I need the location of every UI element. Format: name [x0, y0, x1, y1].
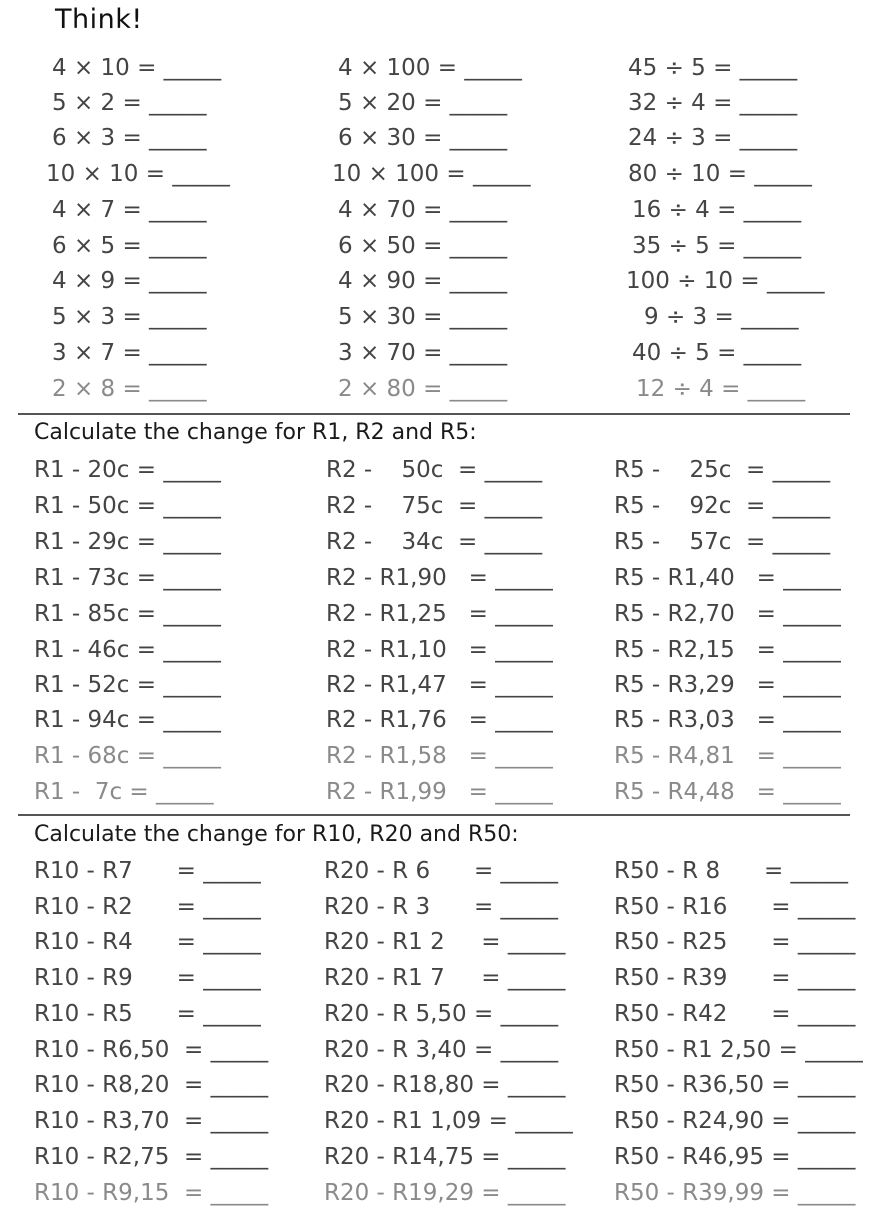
- problem-item: 35 ÷ 5 = _____: [632, 233, 802, 259]
- problem-item: R10 - R6,50 = _____: [34, 1037, 269, 1063]
- problem-item: R5 - R2,15 = _____: [614, 637, 841, 663]
- problem-item: R50 - R25 = _____: [614, 929, 856, 955]
- problem-item: 4 × 7 = _____: [52, 197, 207, 223]
- problem-item: R50 - R 8 = _____: [614, 858, 849, 884]
- problem-item: R10 - R2,75 = _____: [34, 1144, 269, 1170]
- problem-item: R2 - R1,76 = _____: [326, 707, 553, 733]
- problem-item: 12 ÷ 4 = _____: [636, 376, 806, 402]
- section-heading: Calculate the change for R1, R2 and R5:: [34, 420, 477, 445]
- problem-item: 2 × 80 = _____: [338, 376, 508, 402]
- section-heading: Calculate the change for R10, R20 and R50:: [34, 822, 519, 847]
- problem-item: R10 - R7 = _____: [34, 858, 261, 884]
- problem-item: 4 × 10 = _____: [52, 55, 222, 81]
- problem-item: 6 × 3 = _____: [52, 125, 207, 151]
- problem-item: R50 - R39,99 = _____: [614, 1180, 856, 1206]
- problem-item: 40 ÷ 5 = _____: [632, 340, 802, 366]
- problem-item: 2 × 8 = _____: [52, 376, 207, 402]
- problem-item: R10 - R9,15 = _____: [34, 1180, 269, 1206]
- problem-item: 5 × 20 = _____: [338, 90, 508, 116]
- problem-item: R20 - R14,75 = _____: [324, 1144, 566, 1170]
- problem-item: 4 × 100 = _____: [338, 55, 522, 81]
- problem-item: R1 - 29c = _____: [34, 529, 221, 555]
- problem-item: R20 - R19,29 = _____: [324, 1180, 566, 1206]
- problem-item: R2 - R1,47 = _____: [326, 672, 553, 698]
- problem-item: 5 × 3 = _____: [52, 304, 207, 330]
- problem-item: 45 ÷ 5 = _____: [628, 55, 798, 81]
- problem-item: 5 × 2 = _____: [52, 90, 207, 116]
- problem-item: 4 × 70 = _____: [338, 197, 508, 223]
- section-divider: [18, 413, 850, 415]
- problem-item: R5 - 57c = _____: [614, 529, 831, 555]
- problem-item: R20 - R1 7 = _____: [324, 965, 566, 991]
- problem-item: 6 × 30 = _____: [338, 125, 508, 151]
- problem-item: R5 - R3,03 = _____: [614, 707, 841, 733]
- problem-item: R2 - R1,10 = _____: [326, 637, 553, 663]
- problem-item: R1 - 7c = _____: [34, 779, 214, 805]
- problem-item: 4 × 9 = _____: [52, 268, 207, 294]
- problem-item: R10 - R8,20 = _____: [34, 1072, 269, 1098]
- problem-item: 6 × 50 = _____: [338, 233, 508, 259]
- problem-item: R5 - R4,48 = _____: [614, 779, 841, 805]
- problem-item: R50 - R1 2,50 = _____: [614, 1037, 863, 1063]
- problem-item: R5 - 92c = _____: [614, 493, 831, 519]
- problem-item: R50 - R42 = _____: [614, 1001, 856, 1027]
- problem-item: R5 - R4,81 = _____: [614, 743, 841, 769]
- problem-item: 10 × 10 = _____: [46, 161, 230, 187]
- problem-item: R50 - R16 = _____: [614, 894, 856, 920]
- problem-item: R2 - R1,25 = _____: [326, 601, 553, 627]
- problem-item: 3 × 7 = _____: [52, 340, 207, 366]
- problem-item: R50 - R46,95 = _____: [614, 1144, 856, 1170]
- problem-item: R5 - R2,70 = _____: [614, 601, 841, 627]
- problem-item: R1 - 85c = _____: [34, 601, 221, 627]
- problem-item: R10 - R2 = _____: [34, 894, 261, 920]
- problem-item: R2 - 34c = _____: [326, 529, 543, 555]
- problem-item: R5 - R1,40 = _____: [614, 565, 841, 591]
- problem-item: R50 - R39 = _____: [614, 965, 856, 991]
- problem-item: 24 ÷ 3 = _____: [628, 125, 798, 151]
- problem-item: 5 × 30 = _____: [338, 304, 508, 330]
- problem-item: 100 ÷ 10 = _____: [626, 268, 825, 294]
- problem-item: 80 ÷ 10 = _____: [628, 161, 812, 187]
- problem-item: R10 - R5 = _____: [34, 1001, 261, 1027]
- problem-item: R20 - R 3 = _____: [324, 894, 559, 920]
- problem-item: R2 - 75c = _____: [326, 493, 543, 519]
- problem-item: R1 - 50c = _____: [34, 493, 221, 519]
- problem-item: R2 - 50c = _____: [326, 457, 543, 483]
- problem-item: 4 × 90 = _____: [338, 268, 508, 294]
- problem-item: R5 - R3,29 = _____: [614, 672, 841, 698]
- problem-item: 6 × 5 = _____: [52, 233, 207, 259]
- problem-item: 10 × 100 = _____: [332, 161, 531, 187]
- problem-item: R1 - 46c = _____: [34, 637, 221, 663]
- problem-item: R50 - R36,50 = _____: [614, 1072, 856, 1098]
- problem-item: R2 - R1,90 = _____: [326, 565, 553, 591]
- problem-item: R20 - R18,80 = _____: [324, 1072, 566, 1098]
- problem-item: 3 × 70 = _____: [338, 340, 508, 366]
- problem-item: R10 - R9 = _____: [34, 965, 261, 991]
- problem-item: R2 - R1,99 = _____: [326, 779, 553, 805]
- problem-item: R1 - 94c = _____: [34, 707, 221, 733]
- problem-item: R20 - R1 1,09 = _____: [324, 1108, 573, 1134]
- page-title: Think!: [55, 4, 143, 35]
- problem-item: R20 - R 6 = _____: [324, 858, 559, 884]
- problem-item: 16 ÷ 4 = _____: [632, 197, 802, 223]
- problem-item: R20 - R1 2 = _____: [324, 929, 566, 955]
- problem-item: R10 - R4 = _____: [34, 929, 261, 955]
- section-divider: [18, 814, 850, 816]
- problem-item: R1 - 68c = _____: [34, 743, 221, 769]
- problem-item: R5 - 25c = _____: [614, 457, 831, 483]
- problem-item: 9 ÷ 3 = _____: [644, 304, 799, 330]
- problem-item: R20 - R 5,50 = _____: [324, 1001, 559, 1027]
- problem-item: R1 - 52c = _____: [34, 672, 221, 698]
- problem-item: R2 - R1,58 = _____: [326, 743, 553, 769]
- problem-item: R1 - 73c = _____: [34, 565, 221, 591]
- problem-item: R20 - R 3,40 = _____: [324, 1037, 559, 1063]
- problem-item: R1 - 20c = _____: [34, 457, 221, 483]
- problem-item: R50 - R24,90 = _____: [614, 1108, 856, 1134]
- problem-item: 32 ÷ 4 = _____: [628, 90, 798, 116]
- problem-item: R10 - R3,70 = _____: [34, 1108, 269, 1134]
